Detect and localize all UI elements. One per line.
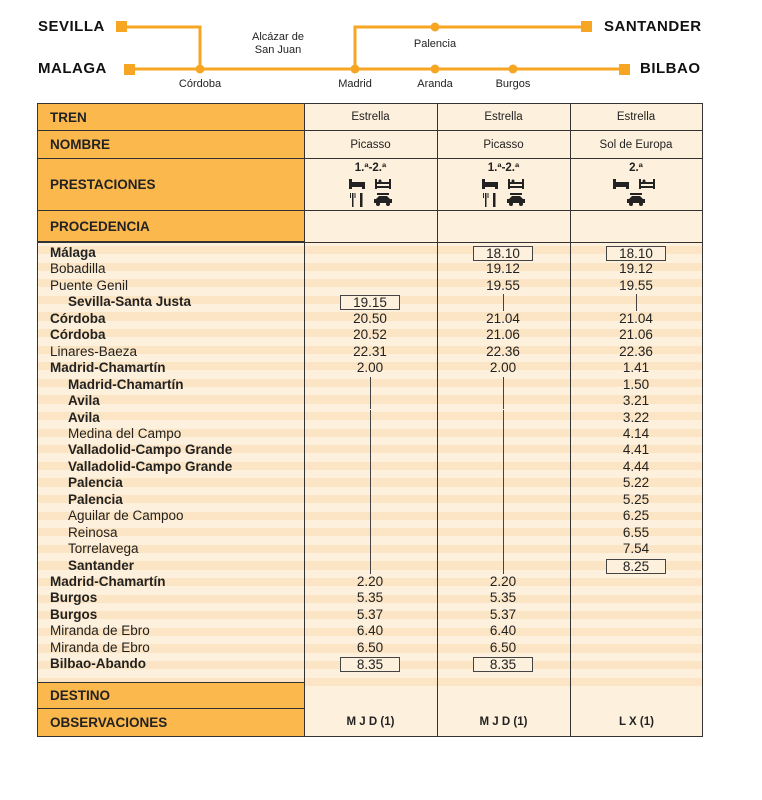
stripe	[38, 246, 702, 254]
time-cell: 1.41	[622, 360, 650, 376]
time-cell: 18.10	[473, 246, 533, 261]
train-2-tren: Estrella	[437, 104, 570, 131]
burgos-stop-marker	[509, 65, 518, 74]
header-prestaciones: PRESTACIONES	[38, 159, 304, 211]
train-2-class: 1.ª-2.ª	[487, 162, 520, 174]
grid-divider	[570, 104, 571, 736]
station-name: Medina del Campo	[68, 425, 182, 441]
route-map	[0, 0, 762, 100]
header-observaciones: OBSERVACIONES	[38, 709, 304, 736]
bilbao-terminus-marker	[619, 64, 630, 75]
origin-sevilla: SEVILLA	[38, 18, 105, 35]
stripe	[38, 263, 702, 271]
station-name: Aguilar de Campoo	[68, 508, 184, 524]
pass-through-line	[370, 377, 371, 393]
restaurant-icon	[483, 193, 497, 207]
pass-through-line	[503, 525, 504, 541]
train-2-prestaciones	[437, 159, 570, 211]
time-cell: 6.50	[356, 639, 384, 655]
stripe	[38, 279, 702, 287]
station-name: Miranda de Ebro	[50, 623, 150, 639]
time-cell: 5.25	[622, 491, 650, 507]
pass-through-line	[370, 541, 371, 557]
aranda-stop-marker	[431, 65, 440, 74]
station-name: Málaga	[50, 245, 96, 260]
train-1-prestaciones	[304, 159, 437, 211]
stop-burgos: Burgos	[495, 78, 531, 90]
time-cell: 6.55	[622, 524, 650, 540]
time-cell: 6.40	[356, 623, 384, 639]
car-transport-icon	[626, 193, 646, 207]
time-cell: 22.31	[353, 343, 387, 359]
station-name: Palencia	[68, 491, 123, 507]
pass-through-line	[370, 410, 371, 426]
station-name: Santander	[68, 557, 135, 573]
pass-through-line	[370, 492, 371, 508]
pass-through-line	[503, 377, 504, 393]
time-cell: 2.00	[489, 360, 517, 376]
train-2-nombre: Picasso	[437, 131, 570, 159]
station-name: Avila	[68, 409, 100, 425]
time-cell: 20.50	[353, 310, 387, 326]
pass-through-line	[636, 294, 637, 310]
timetable	[37, 103, 703, 737]
header-procedencia: PROCEDENCIA	[38, 211, 304, 242]
station-name: Madrid-Chamartín	[68, 376, 184, 392]
destination-bilbao: BILBAO	[640, 60, 701, 77]
train-1-observaciones: M J D (1)	[346, 716, 395, 728]
time-cell: 21.06	[619, 327, 653, 343]
time-cell: 8.35	[473, 657, 533, 672]
time-cell: 5.37	[489, 606, 517, 622]
station-name: Valladolid-Campo Grande	[68, 442, 233, 458]
pass-through-line	[503, 410, 504, 426]
time-cell: 4.41	[622, 442, 650, 458]
pass-through-line	[503, 426, 504, 442]
time-cell: 18.10	[606, 246, 666, 261]
pass-through-line	[503, 492, 504, 508]
time-cell: 5.35	[356, 590, 384, 606]
station-name: Madrid-Chamartín	[50, 574, 166, 589]
pass-through-line	[503, 508, 504, 524]
grid-divider	[38, 242, 702, 243]
time-cell: 19.12	[619, 261, 653, 277]
stop-cordoba: Córdoba	[178, 78, 222, 90]
origin-malaga: MALAGA	[38, 60, 107, 77]
time-cell: 19.55	[619, 277, 653, 293]
couchette-icon	[507, 178, 525, 190]
train-3-observaciones: L X (1)	[619, 716, 654, 728]
header-nombre: NOMBRE	[38, 131, 304, 159]
pass-through-line	[370, 393, 371, 409]
stop-aranda: Aranda	[417, 78, 453, 90]
pass-through-line	[370, 459, 371, 475]
pass-through-line	[370, 525, 371, 541]
time-cell: 8.35	[340, 657, 400, 672]
stop-palencia: Palencia	[413, 38, 457, 50]
train-1-class: 1.ª-2.ª	[354, 162, 387, 174]
car-transport-icon	[506, 193, 526, 207]
time-cell: 3.22	[622, 409, 650, 425]
pass-through-line	[370, 426, 371, 442]
pass-through-line	[503, 541, 504, 557]
time-cell: 19.12	[486, 261, 520, 277]
station-name: Córdoba	[50, 327, 106, 343]
time-cell: 6.25	[622, 508, 650, 524]
restaurant-icon	[350, 193, 364, 207]
station-name: Puente Genil	[50, 277, 129, 293]
time-cell: 22.36	[486, 343, 520, 359]
train-3-nombre: Sol de Europa	[570, 131, 702, 159]
train-3-prestaciones	[570, 159, 702, 211]
time-cell: 6.50	[489, 639, 517, 655]
santander-terminus-marker	[581, 21, 592, 32]
pass-through-line	[370, 442, 371, 458]
time-cell: 2.20	[356, 574, 384, 589]
pass-through-line	[370, 558, 371, 574]
train-3-class: 2.ª	[629, 162, 643, 174]
pass-through-line	[503, 475, 504, 491]
station-name: Sevilla-Santa Justa	[68, 294, 192, 310]
station-name: Reinosa	[68, 524, 118, 540]
palencia-stop-marker	[431, 23, 440, 32]
pass-through-line	[370, 475, 371, 491]
time-cell: 8.25	[606, 559, 666, 574]
cordoba-stop-marker	[196, 65, 205, 74]
time-cell: 22.36	[619, 343, 653, 359]
time-cell: 21.06	[486, 327, 520, 343]
couchette-icon	[638, 178, 656, 190]
time-cell: 7.54	[622, 541, 650, 557]
station-name: Bobadilla	[50, 261, 106, 277]
time-cell: 4.14	[622, 425, 650, 441]
station-name: Torrelavega	[68, 541, 139, 557]
station-name: Burgos	[50, 606, 98, 622]
header-tren: TREN	[38, 104, 304, 131]
train-1-nombre: Picasso	[304, 131, 437, 159]
pass-through-line	[503, 442, 504, 458]
train-2-observaciones: M J D (1)	[479, 716, 528, 728]
time-cell: 20.52	[353, 327, 387, 343]
time-cell: 3.21	[622, 393, 650, 409]
stop-alcazar: Alcázar de San Juan	[252, 31, 304, 56]
malaga-terminus-marker	[124, 64, 135, 75]
station-name: Valladolid-Campo Grande	[68, 458, 233, 474]
time-cell: 19.15	[340, 295, 400, 310]
time-cell: 2.00	[356, 360, 384, 376]
train-1-tren: Estrella	[304, 104, 437, 131]
time-cell: 1.50	[622, 376, 650, 392]
time-cell: 6.40	[489, 623, 517, 639]
pass-through-line	[503, 558, 504, 574]
station-name: Córdoba	[50, 310, 106, 326]
station-name: Palencia	[68, 475, 123, 491]
sevilla-terminus-marker	[116, 21, 127, 32]
pass-through-line	[503, 459, 504, 475]
train-3-tren: Estrella	[570, 104, 702, 131]
bed-icon	[481, 178, 499, 190]
header-destino: DESTINO	[38, 682, 304, 709]
station-name: Avila	[68, 393, 100, 409]
stop-madrid: Madrid	[338, 78, 372, 90]
destination-santander: SANTANDER	[604, 18, 702, 35]
station-name: Burgos	[50, 590, 98, 606]
time-cell: 2.20	[489, 574, 517, 589]
time-cell: 19.55	[486, 277, 520, 293]
grid-divider	[304, 104, 305, 736]
pass-through-line	[370, 508, 371, 524]
time-cell: 4.44	[622, 458, 650, 474]
pass-through-line	[503, 294, 504, 310]
station-name: Miranda de Ebro	[50, 639, 150, 655]
time-cell: 21.04	[619, 310, 653, 326]
grid-divider	[437, 104, 438, 736]
car-transport-icon	[373, 193, 393, 207]
time-cell: 5.37	[356, 606, 384, 622]
station-name: Linares-Baeza	[50, 343, 138, 359]
time-cell: 5.22	[622, 475, 650, 491]
station-name: Madrid-Chamartín	[50, 360, 166, 376]
time-cell: 5.35	[489, 590, 517, 606]
bed-icon	[612, 178, 630, 190]
time-cell: 21.04	[486, 310, 520, 326]
couchette-icon	[374, 178, 392, 190]
pass-through-line	[503, 393, 504, 409]
station-name: Bilbao-Abando	[50, 656, 146, 672]
madrid-stop-marker	[351, 65, 360, 74]
bed-icon	[348, 178, 366, 190]
